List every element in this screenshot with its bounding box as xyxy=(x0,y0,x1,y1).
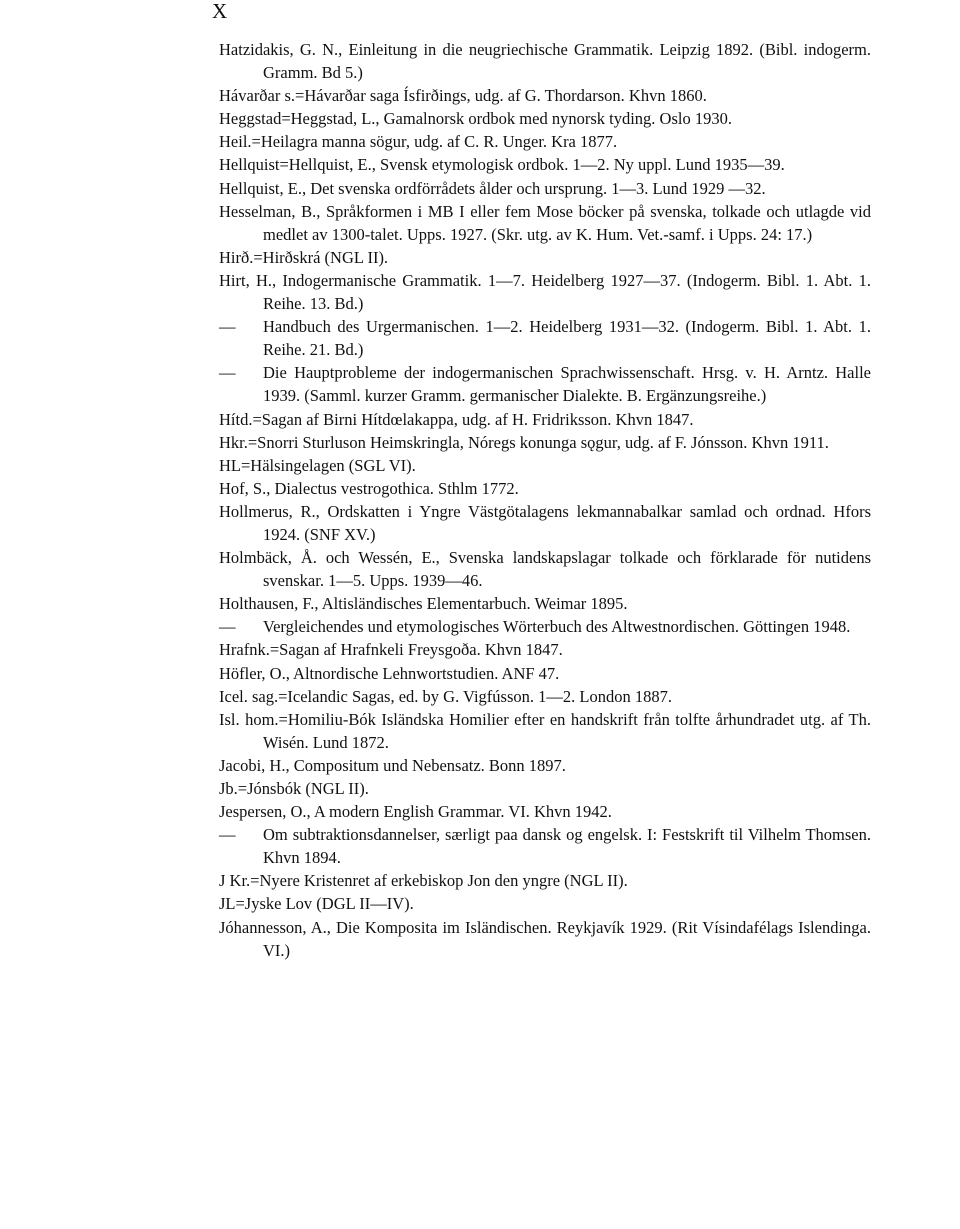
entry-text: Hesselman, B., Språkformen i MB I eller fem Mose böcker på svenska, tolkade och utlagde vid medlet av 1300-talet. Upps. 1927. (Skr. utg. av K. Hum. Vet.-samf. i Upps. 24: 17.) xyxy=(219,201,871,244)
bibliography-entry xyxy=(219,84,871,107)
entry-text: Jb.=Jónsbók (NGL II). xyxy=(219,779,369,798)
entry-text: Hkr.=Snorri Sturluson Heimskringla, Nóregs konunga sǫgur, udg. af F. Jónsson. Khvn 1911. xyxy=(219,432,829,452)
entry-text: HL=Hälsingelagen (SGL VI). xyxy=(219,455,416,475)
entry-text: Hirð.=Hirðskrá (NGL II). xyxy=(219,247,389,267)
bibliography-entry xyxy=(219,708,871,754)
entry-text: Vergleichendes und etymologisches Wörterbuch des Altwestnordischen. Göttingen 1948. xyxy=(263,617,851,637)
page-number: X xyxy=(212,0,228,23)
bibliography-entry xyxy=(219,869,871,892)
bibliography-entry xyxy=(219,408,871,431)
bibliography-entry xyxy=(219,315,871,361)
entry-text: Handbuch des Urgermanischen. 1—2. Heidelberg 1931—32. (Indogerm. Bibl. 1. Abt. 1. Reihe. 21. Bd.) xyxy=(263,317,871,360)
bibliography-entry xyxy=(219,361,871,407)
entry-text: Icel. sag.=Icelandic Sagas, ed. by G. Vigfússon. 1—2. London 1887. xyxy=(219,686,672,706)
entry-text: Hítd.=Sagan af Birni Hítdœlakappa, udg. af H. Fridriksson. Khvn 1847. xyxy=(219,409,694,429)
entry-text: Die Hauptprobleme der indogermanischen Sprachwissenschaft. Hrsg. v. H. Arntz. Halle 1939. (Samml. kurzer Gramm. germanischer Dialekte. B. Ergänzungsreihe.) xyxy=(263,363,871,406)
bibliography-entry xyxy=(219,500,871,546)
bibliography-entry xyxy=(219,592,871,615)
entry-text: Holmbäck, Å. och Wessén, E., Svenska landskapslagar tolkade och förklarade för nutidens svenskar. 1—5. Upps. 1939—46. xyxy=(219,548,871,591)
entry-text: Hávarðar s.=Hávarðar saga Ísfirðings, udg. af G. Thordarson. Khvn 1860. xyxy=(219,86,707,106)
entry-text: Hellquist=Hellquist, E., Svensk etymologisk ordbok. 1—2. Ny uppl. Lund 1935—39. xyxy=(219,155,785,175)
bibliography-entry xyxy=(219,754,871,777)
bibliography-entry xyxy=(219,685,871,708)
bibliography-entry xyxy=(219,269,871,315)
bibliography-entry xyxy=(219,177,871,200)
bibliography-entry xyxy=(219,107,871,130)
entry-text: Hellquist, E., Det svenska ordförrådets ålder och ursprung. 1—3. Lund 1929 —32. xyxy=(219,178,766,198)
entry-text: Hatzidakis, G. N., Einleitung in die neugriechische Grammatik. Leipzig 1892. (Bibl. indogerm. Gramm. Bd 5.) xyxy=(219,40,871,83)
bibliography-entry xyxy=(219,130,871,153)
entry-text: Om subtraktionsdannelser, særligt paa dansk og engelsk. I: Festskrift til Vilhelm Thomsen. Khvn 1894. xyxy=(263,825,871,868)
entry-text: JL=Jyske Lov (DGL II—IV). xyxy=(219,894,414,914)
ditto-dash: — xyxy=(219,617,236,637)
bibliography-entry xyxy=(219,431,871,454)
ditto-dash: — xyxy=(219,363,236,383)
ditto-dash: — xyxy=(219,317,236,337)
entry-text: Hrafnk.=Sagan af Hrafnkeli Freysgoða. Khvn 1847. xyxy=(219,640,563,660)
bibliography-entry xyxy=(219,777,871,800)
entry-text: Heil.=Heilagra manna sögur, udg. af C. R. Unger. Kra 1877. xyxy=(219,132,618,152)
bibliography-entry xyxy=(219,823,871,869)
entry-text: Holthausen, F., Altisländisches Elementarbuch. Weimar 1895. xyxy=(219,594,628,614)
bibliography-entry xyxy=(219,477,871,500)
entry-text: Hollmerus, R., Ordskatten i Yngre Västgötalagens lekmannabalkar samlad och ordnad. Hfors 1924. (SNF XV.) xyxy=(219,501,871,544)
bibliography-list xyxy=(219,38,871,962)
bibliography-entry xyxy=(219,454,871,477)
entry-text: Jespersen, O., A modern English Grammar. VI. Khvn 1942. xyxy=(219,802,612,822)
entry-text: Höfler, O., Altnordische Lehnwortstudien. ANF 47. xyxy=(219,663,560,683)
bibliography-entry xyxy=(219,246,871,269)
bibliography-entry xyxy=(219,546,871,592)
bibliography-entry xyxy=(219,892,871,915)
entry-text: J Kr.=Nyere Kristenret af erkebiskop Jon den yngre (NGL II). xyxy=(219,871,628,891)
entry-text: Isl. hom.=Homiliu-Bók Isländska Homilier efter en handskrift från tolfte århundradet utg. af Th. Wisén. Lund 1872. xyxy=(219,709,871,752)
bibliography-entry xyxy=(219,800,871,823)
bibliography-entry xyxy=(219,916,871,962)
ditto-dash: — xyxy=(219,825,236,845)
entry-text: Hof, S., Dialectus vestrogothica. Sthlm 1772. xyxy=(219,478,519,498)
bibliography-entry xyxy=(219,200,871,246)
bibliography-entry xyxy=(219,662,871,685)
entry-text: Jacobi, H., Compositum und Nebensatz. Bonn 1897. xyxy=(219,755,566,775)
bibliography-entry xyxy=(219,615,871,638)
entry-text: Jóhannesson, A., Die Komposita im Isländischen. Reykjavík 1929. (Rit Vísindafélags Islendinga. VI.) xyxy=(219,917,871,960)
entry-text: Heggstad=Heggstad, L., Gamalnorsk ordbok med nynorsk tyding. Oslo 1930. xyxy=(219,109,732,129)
entry-text: Hirt, H., Indogermanische Grammatik. 1—7. Heidelberg 1927—37. (Indogerm. Bibl. 1. Abt. 1. Reihe. 13. Bd.) xyxy=(219,270,871,314)
bibliography-entry xyxy=(219,638,871,661)
bibliography-entry xyxy=(219,38,871,84)
bibliography-entry xyxy=(219,153,871,176)
